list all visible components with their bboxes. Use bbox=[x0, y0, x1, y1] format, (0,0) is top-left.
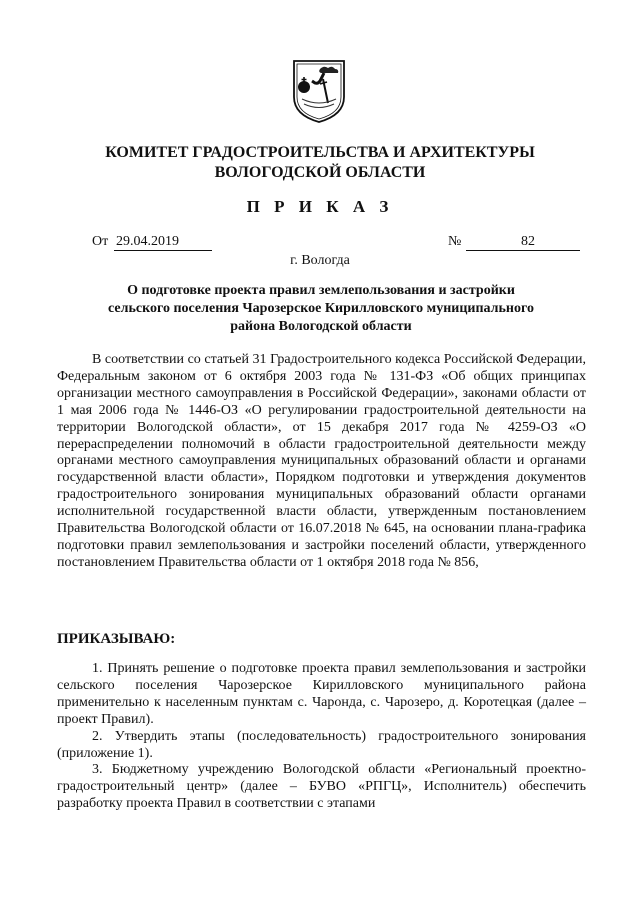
order-item-3: 3. Бюджетному учреждению Вологодской области «Региональный проектно-градостроительный центр» (далее – БУВО «РПГЦ», Исполнитель) обеспечить разработку проекта Правил в соответствии с этапами bbox=[57, 762, 586, 812]
vologda-coat-of-arms-icon bbox=[290, 57, 348, 125]
preamble-paragraph: В соответствии со статьей 31 Градостроительного кодекса Российской Федерации, Федеральным законом от 6 октября 2003 года № 131-ФЗ «Об общих принципах организации местного самоуправления в Российской Федерации», законами области от 1 мая 2006 года № 1446-ОЗ «О регулировании градостроительной деятельности на территории Вологодской области», от 15 декабря 2017 года № 4259-ОЗ «О перераспределении полномочий в области градостроительной деятельности между органами местного самоуправления муниципальных образований области и органами государственной власти области», Порядком подготовки и утверждения документов градостроительного зонирования муниципальных образований области органами исполнительной государственной власти области, утвержденным постановлением Правительства Вологодской области от 16.07.2018 № 645, на основании плана-графика подготовки правил землепользования и застройки поселений области, утвержденного постановлением Правительства области от 1 октября 2018 года № 856, bbox=[57, 352, 586, 570]
order-item-2: 2. Утвердить этапы (последовательность) градостроительного зонирования (приложение 1). bbox=[57, 728, 586, 761]
city-name: г. Вологда bbox=[290, 253, 350, 268]
subject-line-3: района Вологодской области bbox=[230, 319, 412, 334]
document-subject bbox=[95, 282, 547, 336]
committee-line-2: ВОЛОГОДСКОЙ ОБЛАСТИ bbox=[214, 164, 426, 181]
order-heading: ПРИКАЗЫВАЮ: bbox=[57, 631, 176, 647]
document-type-title: П Р И К А З bbox=[246, 197, 394, 216]
subject-line-2: сельского поселения Чарозерское Кирилловского муниципального bbox=[108, 301, 534, 316]
order-items bbox=[57, 661, 586, 813]
committee-name bbox=[60, 143, 580, 183]
number-value: 82 bbox=[466, 234, 580, 251]
number-label: № bbox=[448, 234, 462, 249]
date-value: 29.04.2019 bbox=[114, 234, 212, 251]
committee-line-1: КОМИТЕТ ГРАДОСТРОИТЕЛЬСТВА И АРХИТЕКТУРЫ bbox=[105, 144, 535, 161]
date-label: От bbox=[92, 234, 109, 249]
order-item-1: 1. Принять решение о подготовке проекта правил землепользования и застройки сельского поселения Чарозерское Кирилловского муниципального района применительно к населенным пунктам с. Чаронда, с. Чарозеро, д. Коротецкая (далее – проект Правил). bbox=[57, 661, 586, 727]
subject-line-1: О подготовке проекта правил землепользования и застройки bbox=[127, 283, 515, 298]
